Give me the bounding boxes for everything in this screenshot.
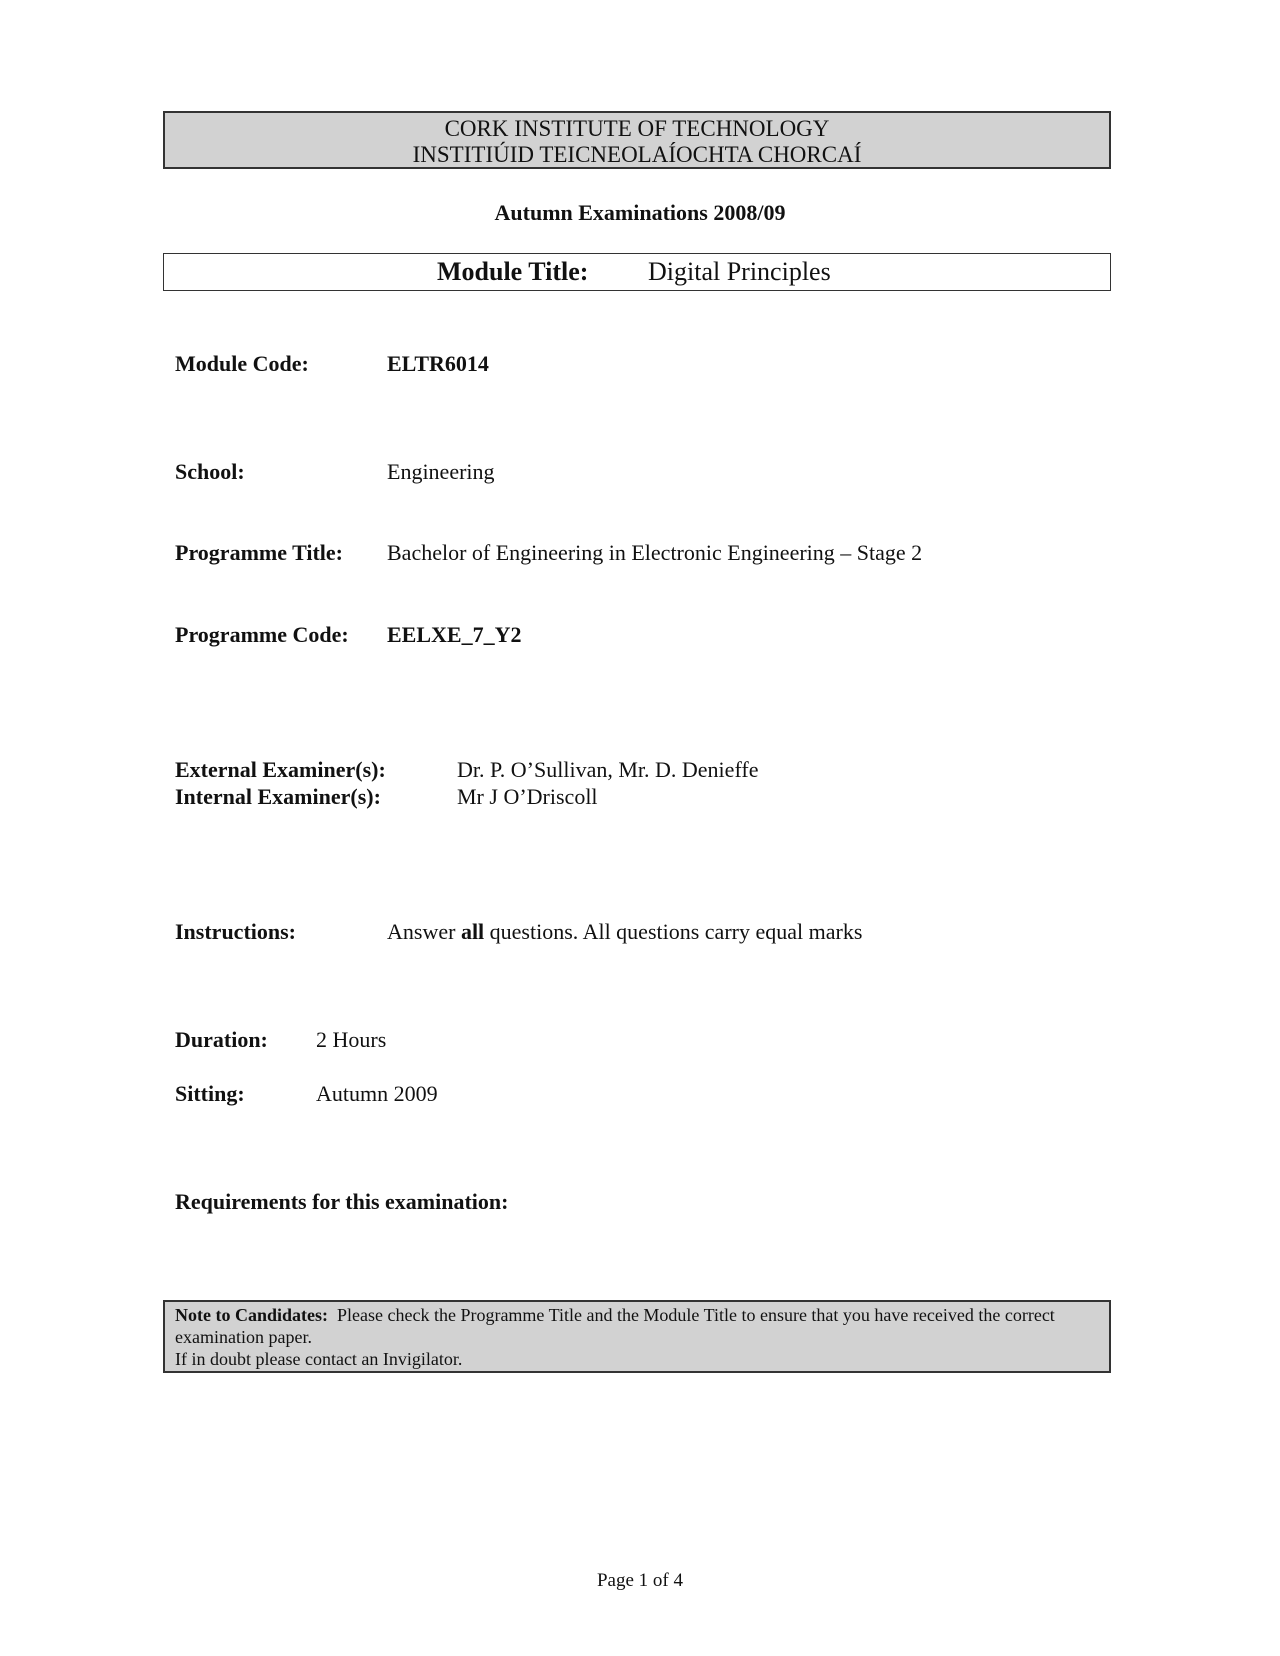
programme-title-label: Programme Title: (175, 540, 344, 565)
internal-examiners-label: Internal Examiner(s): (175, 784, 381, 809)
note-line-1 (175, 1304, 1099, 1348)
external-examiners-label: External Examiner(s): (175, 757, 386, 782)
programme-title-value: Bachelor of Engineering in Electronic Engineering – Stage 2 (387, 540, 923, 565)
school-value: Engineering (387, 459, 495, 484)
module-code-value: ELTR6014 (387, 351, 489, 376)
duration-label: Duration: (175, 1027, 268, 1052)
requirements-label: Requirements for this examination: (175, 1189, 509, 1214)
exam-session: Autumn Examinations 2008/09 (494, 200, 786, 225)
page-number: Page 1 of 4 (596, 1570, 683, 1591)
external-examiners-value: Dr. P. O’Sullivan, Mr. D. Denieffe (457, 757, 759, 782)
duration-value: 2 Hours (316, 1027, 387, 1052)
sitting-value: Autumn 2009 (316, 1081, 438, 1106)
note-label: Note to Candidates: (175, 1305, 328, 1325)
module-code-label: Module Code: (175, 351, 309, 376)
module-title-label: Module Title: (437, 257, 589, 286)
module-title-value: Digital Principles (648, 257, 831, 286)
internal-examiners-value: Mr J O’Driscoll (457, 784, 598, 809)
instructions-prefix: Answer (387, 919, 461, 944)
instructions-emphasis: all (460, 919, 485, 944)
note-text-2: If in doubt please contact an Invigilator. (175, 1349, 463, 1369)
instructions-suffix: questions. All questions carry equal marks (484, 919, 863, 944)
module-title-box (163, 253, 1111, 291)
instructions-label: Instructions: (175, 919, 297, 944)
institute-name-irish: INSTITIÚID TEICNEOLAÍOCHTA CHORCAÍ (412, 142, 862, 167)
note-to-candidates (163, 1300, 1111, 1373)
institute-header (163, 111, 1111, 169)
sitting-label: Sitting: (175, 1081, 245, 1106)
institute-name-english: CORK INSTITUTE OF TECHNOLOGY (444, 116, 830, 141)
programme-code-label: Programme Code: (175, 622, 349, 647)
note-text-1: Please check the Programme Title and the Module Title to ensure that you have received the correct examination paper. (175, 1305, 1055, 1347)
school-label: School: (175, 459, 245, 484)
programme-code-value: EELXE_7_Y2 (387, 622, 522, 647)
instructions-value (387, 919, 862, 945)
